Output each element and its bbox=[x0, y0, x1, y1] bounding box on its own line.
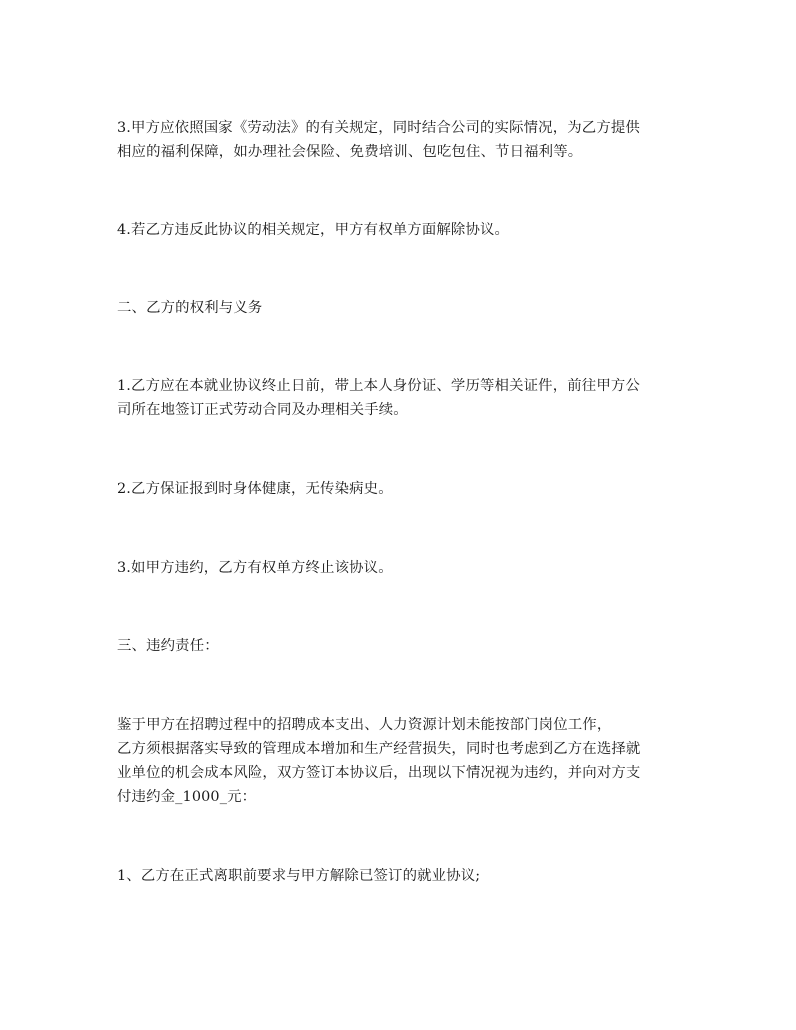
clause-party-b-3 bbox=[117, 556, 685, 580]
text-line: 3.甲方应依照国家《劳动法》的有关规定，同时结合公司的实际情况，为乙方提供 bbox=[117, 120, 640, 136]
text-line: 业单位的机会成本风险，双方签订本协议后，出现以下情况视为违约，并向对方支 bbox=[117, 765, 641, 781]
text-line: 鉴于甲方在招聘过程中的招聘成本支出、人力资源计划未能按部门岗位工作， bbox=[117, 717, 612, 733]
text-line: 三、违约责任： bbox=[117, 638, 219, 654]
text-line: 3.如甲方违约，乙方有权单方终止该协议。 bbox=[117, 560, 393, 576]
clause-party-a-3 bbox=[117, 116, 685, 164]
text-line: 2.乙方保证报到时身体健康，无传染病史。 bbox=[117, 481, 393, 497]
text-line: 1.乙方应在本就业协议终止日前，带上本人身份证、学历等相关证件，前往甲方公 bbox=[117, 378, 640, 394]
text-line: 付违约金_1000_元： bbox=[117, 789, 257, 805]
section-heading-breach bbox=[117, 634, 685, 658]
breach-item-1 bbox=[117, 864, 685, 888]
clause-party-a-4 bbox=[117, 218, 685, 242]
clause-party-b-2 bbox=[117, 477, 685, 501]
text-line: 二、乙方的权利与义务 bbox=[117, 300, 263, 316]
breach-preamble bbox=[117, 713, 685, 809]
text-line: 4.若乙方违反此协议的相关规定，甲方有权单方面解除协议。 bbox=[117, 222, 510, 238]
text-line: 乙方须根据落实导致的管理成本增加和生产经营损失，同时也考虑到乙方在选择就 bbox=[117, 741, 641, 757]
text-line: 1、乙方在正式离职前要求与甲方解除已签订的就业协议; bbox=[117, 868, 481, 884]
clause-party-b-1 bbox=[117, 374, 685, 422]
text-line: 司所在地签订正式劳动合同及办理相关手续。 bbox=[117, 402, 408, 418]
section-heading-party-b bbox=[117, 296, 685, 320]
text-line: 相应的福利保障，如办理社会保险、免费培训、包吃包住、节日福利等。 bbox=[117, 144, 583, 160]
